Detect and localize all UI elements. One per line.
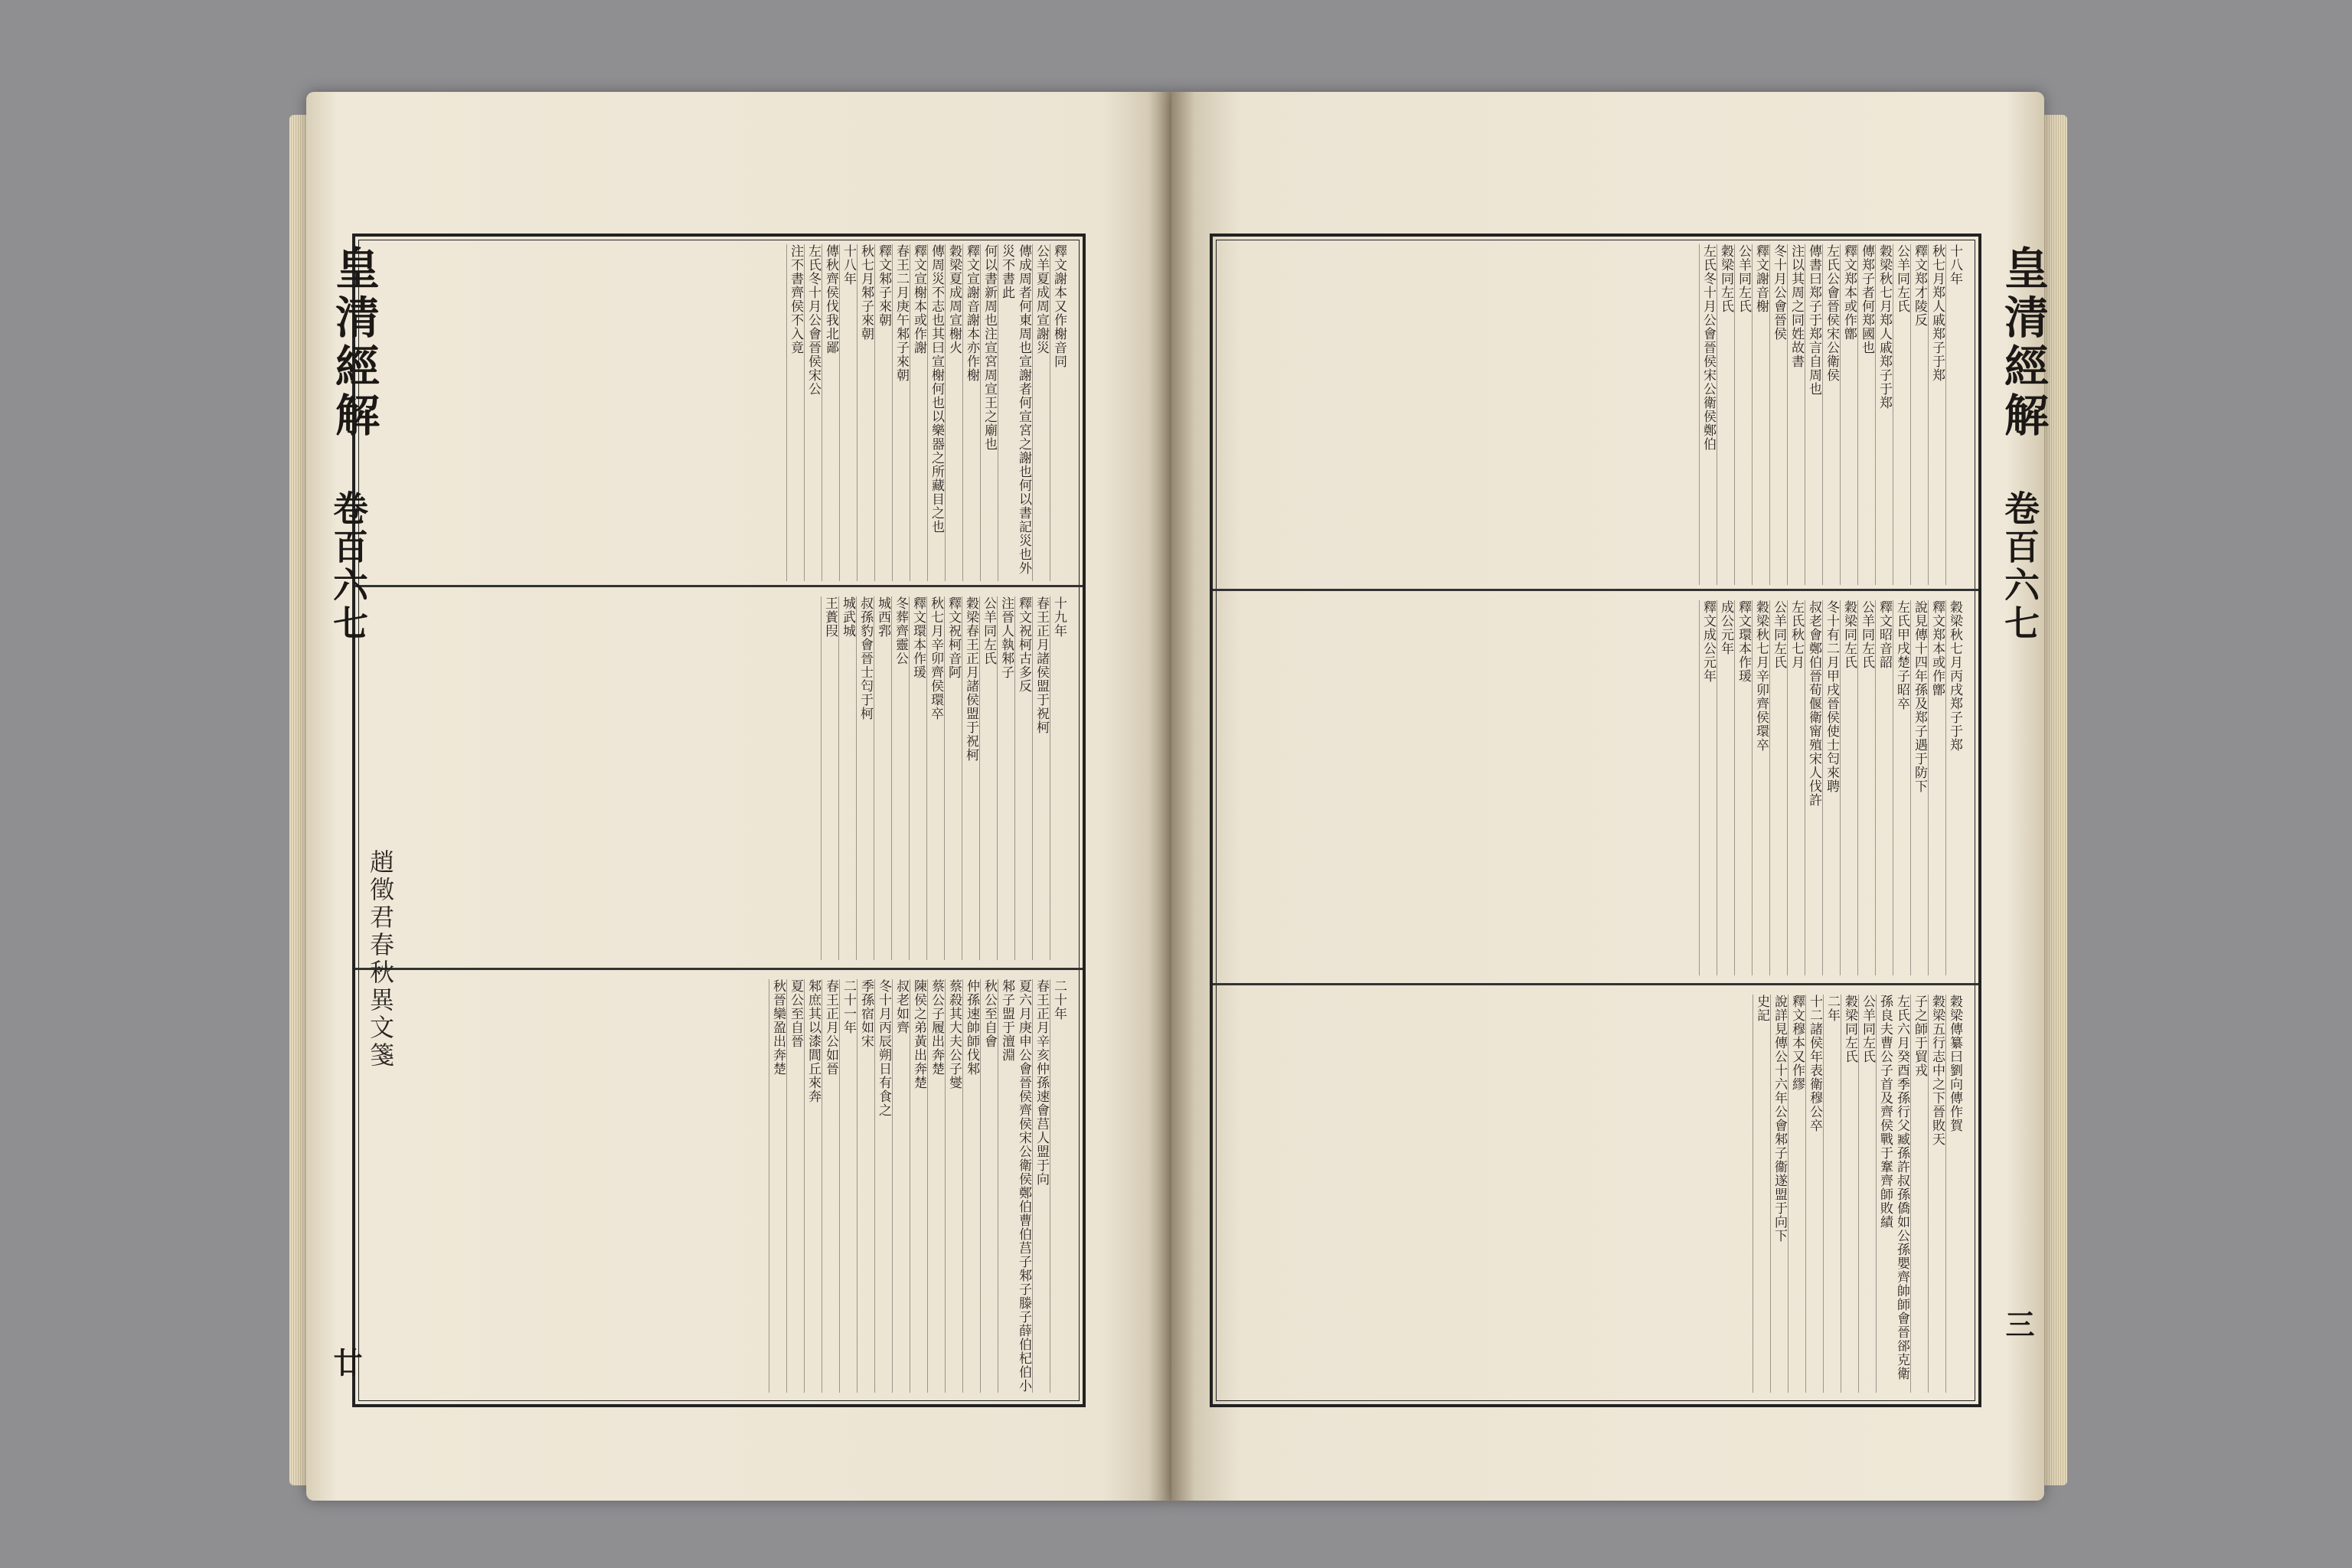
- text-column: 叔孫豹會晉士匄于柯: [856, 596, 874, 960]
- text-column: 左氏冬十月公會晉侯宋公衛侯鄭伯: [1699, 244, 1717, 585]
- text-column: 夏六月庚申公會晉侯齊侯宋公衛侯鄭伯曹伯莒子邾子滕子薛伯杞伯小邾子盟于澶淵: [999, 979, 1031, 1393]
- text-column: 穀梁秋七月辛卯齊侯環卒: [1752, 600, 1769, 975]
- text-column: 公羊同左氏: [1893, 244, 1910, 585]
- text-column: 左氏冬十月公會晉侯宋公: [804, 244, 822, 581]
- text-column: 穀梁夏成周宣榭火: [945, 244, 962, 581]
- text-column: 蔡公子履出奔楚: [927, 979, 945, 1393]
- text-column: 城武城: [838, 596, 856, 960]
- text-column: 注晉人執邾子: [997, 596, 1014, 960]
- text-column: 穀梁秋七月郑人戚郑子于郑: [1875, 244, 1893, 585]
- text-column: 傳書曰郑子于郑言自周也: [1805, 244, 1822, 585]
- text-column: 釋文祝柯古多反: [1014, 596, 1032, 960]
- text-column: 釋文環本作瑗: [909, 596, 926, 960]
- right-band-1: [1236, 244, 1963, 585]
- text-column: 公羊同左氏: [1857, 600, 1875, 975]
- text-column: 釋文謝本又作榭音同: [1050, 244, 1067, 581]
- text-column: 釋文祝柯音阿: [944, 596, 962, 960]
- text-column: 冬十月丙辰朔日有食之: [874, 979, 892, 1393]
- text-column: 注以其周之同姓故書: [1787, 244, 1805, 585]
- text-column: 釋文昭音韶: [1875, 600, 1893, 975]
- text-column: 釋文宣榭本或作謝: [910, 244, 927, 581]
- text-column: 釋文宣謝音謝本亦作榭: [962, 244, 980, 581]
- text-column: 二十一年: [839, 979, 857, 1393]
- text-column: 子之師于貿戎: [1910, 995, 1928, 1393]
- text-column: 穀梁同左氏: [1840, 600, 1857, 975]
- text-column: 春王正月諸侯盟于祝柯: [1032, 596, 1050, 960]
- text-column: 成公元年: [1717, 600, 1734, 975]
- text-column: 釋文謝音榭: [1752, 244, 1769, 585]
- book-gutter: [1148, 92, 1194, 1501]
- left-page: [306, 92, 1171, 1501]
- text-column: 邾庶其以漆閭丘來奔: [804, 979, 822, 1393]
- right-page-frame: [1210, 234, 1981, 1407]
- text-column: 季孫宿如宋: [857, 979, 874, 1393]
- text-column: 公羊夏成周宣謝災: [1032, 244, 1050, 581]
- text-column: 左氏六月癸酉季孫行父臧孫許叔孫僑如公孫嬰齊帥師會晉郤克衛孫良夫曹公子首及齊侯戰于鞌齊師敗績: [1876, 995, 1910, 1393]
- left-page-frame: [352, 234, 1086, 1407]
- text-column: 穀梁秋七月丙戌郑子于郑: [1945, 600, 1963, 975]
- text-column: 二年: [1823, 995, 1841, 1393]
- text-column: 秋七月邾子來朝: [857, 244, 874, 581]
- text-column: 釋文郑本或作鄫: [1840, 244, 1857, 585]
- text-column: 左氏甲戌楚子昭卒: [1893, 600, 1910, 975]
- banner-title: 皇清經解: [328, 245, 380, 441]
- text-column: 十九年: [1050, 596, 1067, 960]
- text-column: 二十年: [1050, 979, 1067, 1393]
- text-column: 說詳見傳公十六年公會邾子衞遂盟于向下: [1770, 995, 1788, 1393]
- text-column: 釋文邾子來朝: [874, 244, 892, 581]
- text-column: 何以書新周也注宣宮周宣王之廟也: [980, 244, 998, 581]
- band-divider: [355, 585, 1083, 587]
- banner-title: 皇清經解: [1997, 245, 2049, 441]
- text-column: 春王二月庚午邾子來朝: [892, 244, 910, 581]
- text-column: 冬葬齊靈公: [891, 596, 909, 960]
- text-column: 釋文成公元年: [1699, 600, 1717, 975]
- text-column: 城西郛: [874, 596, 891, 960]
- text-column: 釋文郑本或作鄫: [1928, 600, 1945, 975]
- text-column: 十八年: [839, 244, 857, 581]
- right-banner-juan: [1994, 490, 2045, 643]
- text-column: 史記: [1753, 995, 1770, 1393]
- text-column: 穀梁傳纂曰劉向傳作賀: [1945, 995, 1963, 1393]
- text-column: 秋七月郑人戚郑子于郑: [1928, 244, 1945, 585]
- band-divider: [1213, 983, 1978, 985]
- text-column: 秋公至自會: [980, 979, 998, 1393]
- text-column: 十八年: [1945, 244, 1963, 585]
- folio-number: 廿: [328, 1348, 363, 1377]
- text-column: 公羊同左氏: [979, 596, 997, 960]
- text-column: 蔡殺其大夫公子燮: [945, 979, 962, 1393]
- text-column: 傳郑子者何郑國也: [1857, 244, 1875, 585]
- text-column: 公羊同左氏: [1734, 244, 1752, 585]
- text-column: 釋文穆本又作繆: [1788, 995, 1805, 1393]
- right-banner: [1991, 245, 2055, 441]
- text-column: 叔老會鄭伯晉荀偃衛甯殖宋人伐許: [1805, 600, 1822, 975]
- left-band-1: [378, 244, 1067, 581]
- text-column: 十二諸侯年表衛穆公卒: [1805, 995, 1823, 1393]
- text-column: 穀梁同左氏: [1717, 244, 1734, 585]
- text-column: 陳侯之弟黃出奔楚: [910, 979, 927, 1393]
- text-column: 公羊同左氏: [1858, 995, 1876, 1393]
- text-column: 傳周災不志也其曰宣榭何也以樂器之所藏目之也: [927, 244, 945, 581]
- text-column: 說見傳十四年孫及郑子遇于防下: [1910, 600, 1928, 975]
- text-column: 春王正月辛亥仲孫速會莒人盟于向: [1032, 979, 1050, 1393]
- text-column: 傳秋齊侯伐我北鄙: [822, 244, 839, 581]
- left-banner: [322, 245, 386, 441]
- text-column: 秋晉欒盈出奔楚: [769, 979, 786, 1393]
- folio-number: 三: [2001, 1309, 2035, 1338]
- banner-juan: 卷百六七: [328, 490, 369, 643]
- page-edges-left: [289, 115, 308, 1485]
- left-banner-folio: [325, 1348, 367, 1377]
- text-column: 春王正月公如晉: [822, 979, 839, 1393]
- left-band-3: [378, 979, 1067, 1393]
- text-column: 秋七月辛卯齊侯環卒: [926, 596, 944, 960]
- band-divider: [1213, 589, 1978, 591]
- band-divider: [355, 968, 1083, 970]
- text-column: 釋文郑才陵反: [1910, 244, 1928, 585]
- text-column: 穀梁同左氏: [1841, 995, 1858, 1393]
- right-band-2: [1236, 600, 1963, 975]
- text-column: 穀梁春王正月諸侯盟于祝柯: [962, 596, 979, 960]
- right-banner-folio: [1997, 1309, 2039, 1338]
- text-column: 左氏秋七月: [1787, 600, 1805, 975]
- text-column: 叔老如齊: [892, 979, 910, 1393]
- text-column: 穀梁五行志中之下晉敗天: [1928, 995, 1945, 1393]
- text-column: 冬十月公會晉侯: [1769, 244, 1787, 585]
- left-band-2: [378, 596, 1067, 960]
- text-column: 公羊同左氏: [1769, 600, 1787, 975]
- text-column: 左氏公會晉侯宋公衛侯: [1822, 244, 1840, 585]
- text-column: 冬十有二月甲戌晉侯使士匄來聘: [1822, 600, 1840, 975]
- text-column: 仲孫速帥師伐邾: [962, 979, 980, 1393]
- text-column: 傳成周者何東周也宣謝者何宣宮之謝也何以書記災也外災不書此: [998, 244, 1032, 581]
- text-column: 注不書齊侯不入竟: [786, 244, 804, 581]
- left-banner-juan: [323, 490, 374, 643]
- right-band-3: [1236, 995, 1963, 1393]
- banner-juan: 卷百六七: [1999, 490, 2040, 643]
- text-column: 王蕢叚: [821, 596, 838, 960]
- text-column: 夏公至自晉: [786, 979, 804, 1393]
- open-book: [306, 92, 2049, 1501]
- text-column: 釋文環本作瑗: [1734, 600, 1752, 975]
- footer-book-title: 趙徵君春秋異文箋: [366, 849, 395, 1070]
